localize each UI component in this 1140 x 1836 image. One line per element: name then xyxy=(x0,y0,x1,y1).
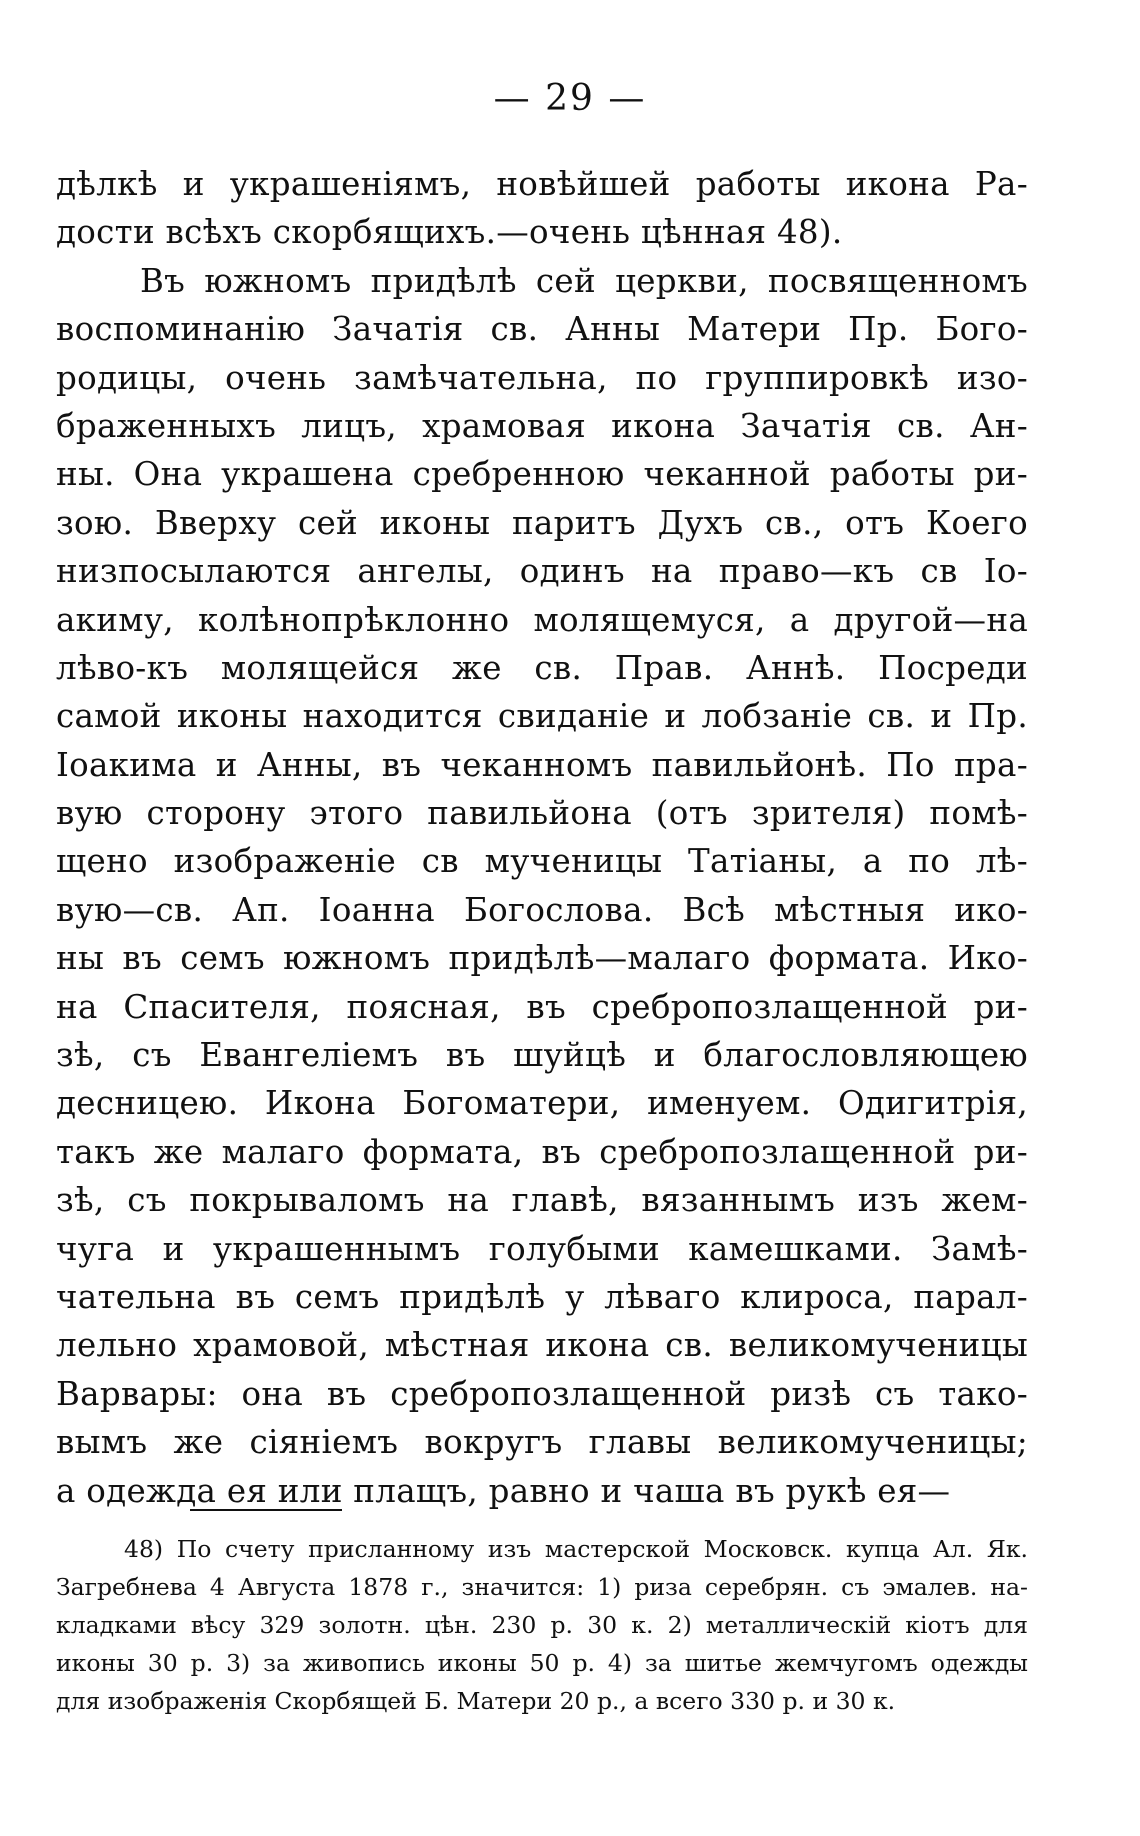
footnote-line: кладками вѣсу 329 золотн. цѣн. 230 р. 30 к. 2) металлическій кіотъ для xyxy=(56,1611,1028,1639)
text-line: браженныхъ лицъ, храмовая икона Зачатія св. Ан- xyxy=(56,406,1028,445)
body-text xyxy=(56,160,1028,1515)
text-line: лѣво-къ молящейся же св. Прав. Аннѣ. Посреди xyxy=(56,648,1028,687)
text-line: ны въ семъ южномъ придѣлѣ—малаго формата. Ико- xyxy=(56,939,1028,978)
text-line: зѣ, съ Евангеліемъ въ шуйцѣ и благословляющею xyxy=(56,1036,1028,1075)
text-line: такъ же малаго формата, въ сребропозлащенной ри- xyxy=(56,1132,1028,1171)
text-line: самой иконы находится свиданіе и лобзаніе св. и Пр. xyxy=(56,697,1028,736)
text-line: ны. Она украшена сребренною чеканной работы ри- xyxy=(56,455,1028,494)
footnotes xyxy=(56,1530,1028,1720)
footnote-line: Загребнева 4 Августа 1878 г., значится: 1) риза серебрян. съ эмалев. на- xyxy=(56,1573,1028,1601)
text-line: родицы, очень замѣчательна, по группировкѣ изо- xyxy=(56,358,1028,397)
text-line: чательна въ семъ придѣлѣ у лѣваго клироса, парал- xyxy=(56,1277,1028,1316)
text-line: дости всѣхъ скорбящихъ.—очень цѣнная 48). xyxy=(56,213,843,252)
footnote-divider xyxy=(190,1509,342,1511)
text-line: вымъ же сіяніемъ вокругъ главы великомученицы; xyxy=(56,1423,1028,1462)
text-line: лельно храмовой, мѣстная икона св. великомученицы xyxy=(56,1326,1028,1365)
text-line: Въ южномъ придѣлѣ сей церкви, посвященномъ xyxy=(140,261,1028,300)
text-line: на Спасителя, поясная, въ сребропозлащенной ри- xyxy=(56,987,1028,1026)
text-line: дѣлкѣ и украшеніямъ, новѣйшей работы икона Ра- xyxy=(56,165,1028,203)
text-line: зѣ, съ покрываломъ на главѣ, вязаннымъ изъ жем- xyxy=(56,1181,1028,1220)
footnote-line: иконы 30 р. 3) за живопись иконы 50 р. 4) за шитье жемчугомъ одежды xyxy=(56,1649,1028,1677)
text-line: Варвары: она въ сребропозлащенной ризѣ съ тако- xyxy=(56,1374,1028,1413)
text-line: воспоминанію Зачатія св. Анны Матери Пр. Бого- xyxy=(56,310,1028,349)
text-line: вую—св. Ап. Іоанна Богослова. Всѣ мѣстныя ико- xyxy=(56,890,1028,929)
page-number: — 29 — xyxy=(493,78,647,119)
text-line: десницею. Икона Богоматери, именуем. Одигитрія, xyxy=(56,1084,1028,1123)
text-line: вую сторону этого павильйона (отъ зрителя) помѣ- xyxy=(56,794,1028,833)
text-line: а одежда ея или плащъ, равно и чаша въ рукѣ ея— xyxy=(56,1471,951,1510)
footnote-line: для изображенія Скорбящей Б. Матери 20 р., а всего 330 р. и 30 к. xyxy=(56,1687,896,1715)
text-line: акиму, колѣнопрѣклонно молящемуся, а другой—на xyxy=(56,600,1028,639)
text-line: низпосылаются ангелы, одинъ на право—къ св Іо- xyxy=(56,552,1028,591)
footnote-line: 48) По счету присланному изъ мастерской Московск. купца Ал. Як. xyxy=(124,1535,1028,1563)
text-line: Іоакима и Анны, въ чеканномъ павильйонѣ. По пра- xyxy=(56,745,1028,784)
text-line: щено изображеніе св мученицы Татіаны, а по лѣ- xyxy=(56,842,1028,881)
text-line: зою. Вверху сей иконы паритъ Духъ св., отъ Коего xyxy=(56,503,1028,542)
text-line: чуга и украшеннымъ голубыми камешками. Замѣ- xyxy=(56,1229,1028,1268)
